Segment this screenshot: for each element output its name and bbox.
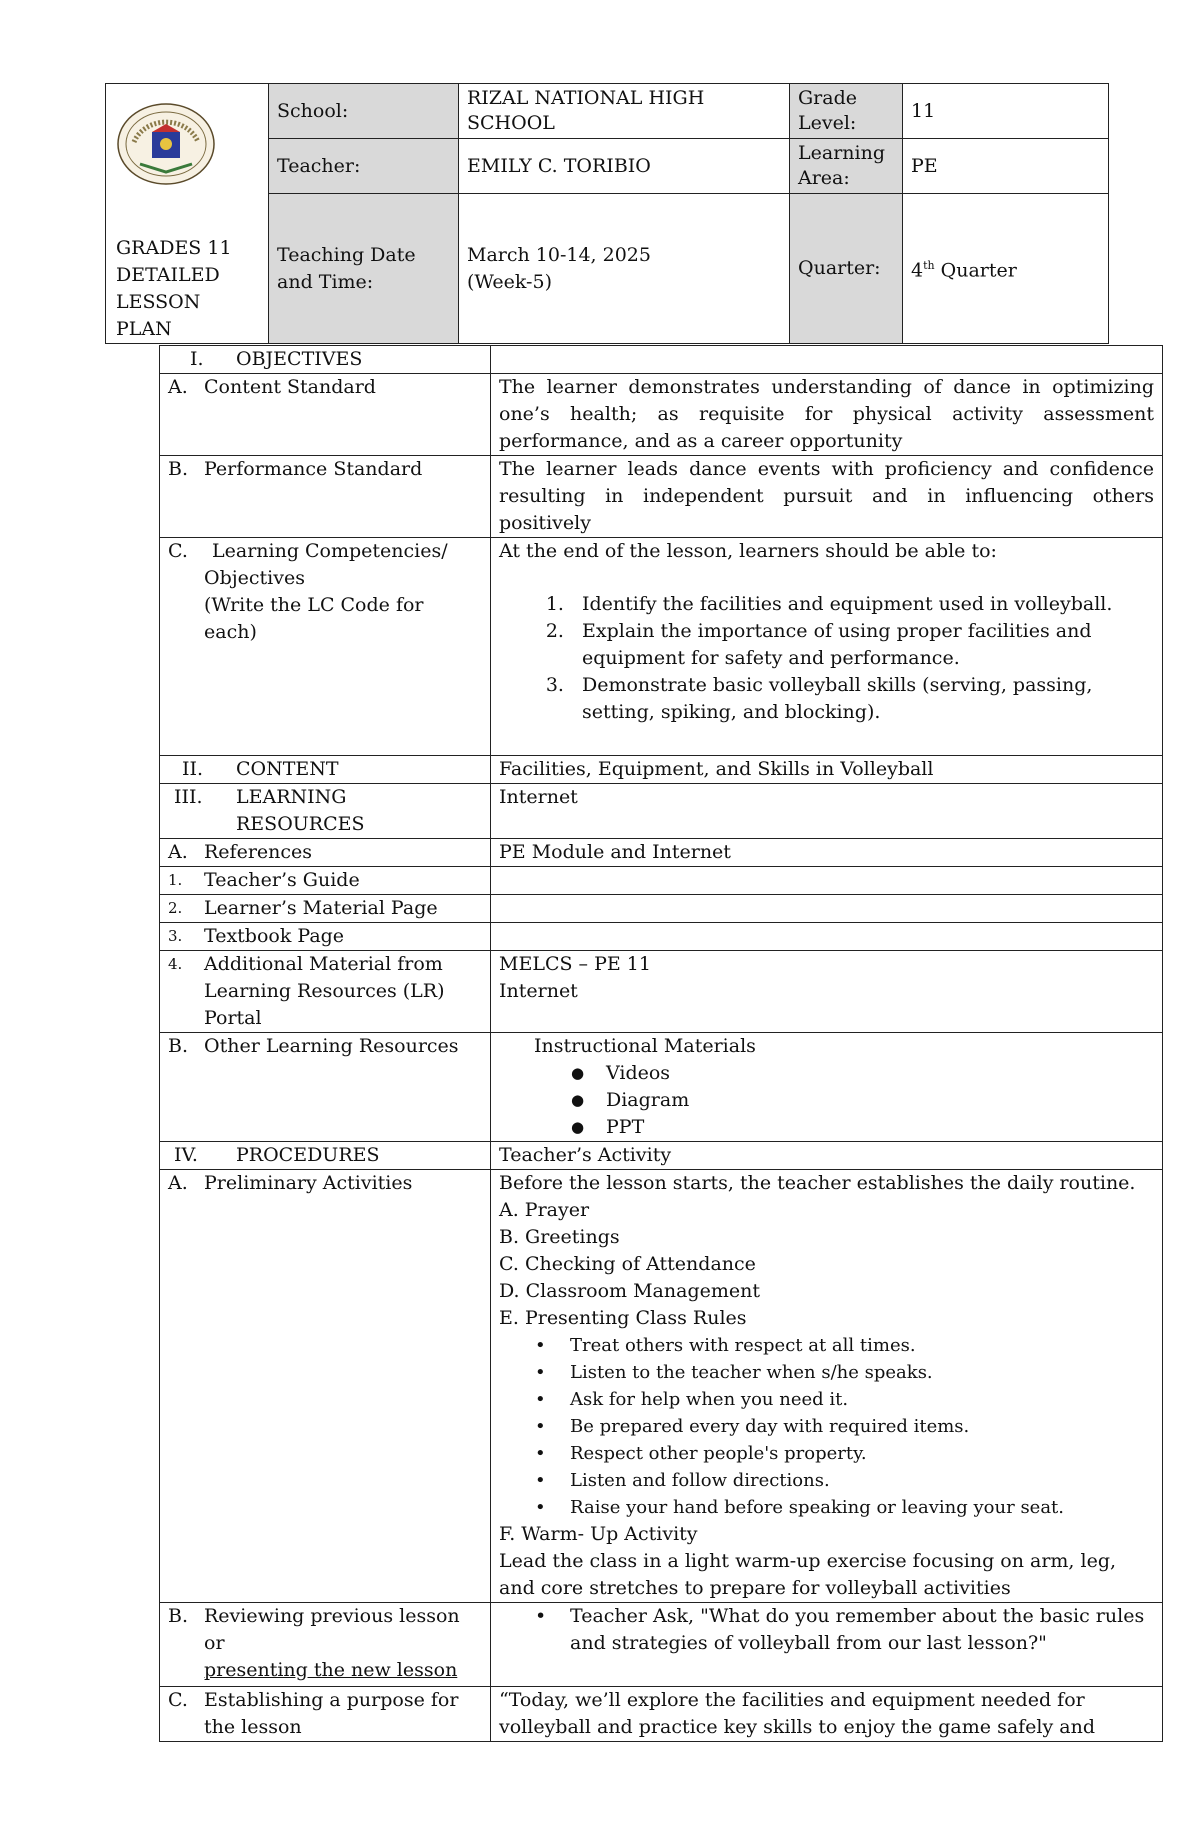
competency-item: 2. Explain the importance of using proper facilities and equipment for safety and performance.	[570, 618, 1154, 672]
procedures-heading: PROCEDURES	[236, 1144, 380, 1166]
performance-standard-label: Performance Standard	[204, 458, 423, 480]
review-letter: B.	[168, 1605, 189, 1627]
review-item: • Teacher Ask, "What do you remember about the basic rules and strategies of volleyball from our last lesson?"	[570, 1603, 1154, 1657]
review-label-1: Reviewing previous lesson or	[204, 1605, 460, 1654]
learners-material-num: 2.	[168, 899, 183, 917]
content-standard-letter: A.	[168, 376, 188, 398]
quarter-suffix: th	[923, 259, 935, 273]
additional-material-value-1: MELCS – PE 11	[499, 953, 651, 975]
area-label: Learning Area:	[790, 139, 903, 194]
teachers-guide-num: 1.	[168, 871, 183, 889]
school-value: RIZAL NATIONAL HIGH SCHOOL	[459, 84, 790, 139]
preliminary-label: Preliminary Activities	[204, 1172, 413, 1194]
preliminary-step: C. Checking of Attendance	[499, 1253, 756, 1275]
textbook-num: 3.	[168, 927, 183, 945]
class-rule-item: • Raise your hand before speaking or leaving your seat.	[570, 1494, 1154, 1521]
references-label: References	[204, 841, 313, 863]
teachers-guide-row	[160, 867, 1163, 895]
objectives-heading	[160, 346, 491, 374]
content-value: Facilities, Equipment, and Skills in Volleyball	[491, 756, 1163, 784]
references-value: PE Module and Internet	[491, 839, 1163, 867]
other-resource-item: ● PPT	[606, 1114, 1154, 1141]
header-table	[105, 83, 1109, 344]
content-heading: CONTENT	[236, 758, 339, 780]
warmup-text: Lead the class in a light warm-up exercise focusing on arm, leg, and core stretches to prepare for volleyball activities	[499, 1550, 1117, 1599]
preliminary-intro: Before the lesson starts, the teacher establishes the daily routine.	[499, 1172, 1136, 1194]
other-resources-list	[499, 1060, 1154, 1141]
other-resource-item: ● Diagram	[606, 1087, 1154, 1114]
competency-item: 3. Demonstrate basic volleyball skills (serving, passing, setting, spiking, and blocking).	[570, 672, 1154, 726]
class-rules-list	[499, 1332, 1154, 1521]
deped-seal-icon	[116, 102, 216, 186]
preliminary-step: D. Classroom Management	[499, 1280, 760, 1302]
procedures-heading-row	[160, 1142, 1163, 1170]
resources-num: III.	[174, 786, 203, 808]
other-resource-item: ● Videos	[606, 1060, 1154, 1087]
teachers-guide-value	[491, 867, 1163, 895]
performance-standard-letter: B.	[168, 458, 189, 480]
other-resources-label: Other Learning Resources	[204, 1035, 459, 1057]
resources-heading-row	[160, 784, 1163, 839]
preliminary-step: A. Prayer	[499, 1199, 590, 1221]
quarter-word: Quarter	[940, 259, 1017, 282]
competency-item: 1. Identify the facilities and equipment used in volleyball.	[570, 591, 1154, 618]
competencies-row	[160, 538, 1163, 756]
class-rule-item: • Listen and follow directions.	[570, 1467, 1154, 1494]
preliminary-step: E. Presenting Class Rules	[499, 1307, 747, 1329]
purpose-text: “Today, we’ll explore the facilities and equipment needed for volleyball and practice key skills to enjoy the game safely and	[491, 1687, 1163, 1742]
competencies-label-3: (Write the LC Code for each)	[204, 594, 424, 643]
references-letter: A.	[168, 841, 188, 863]
textbook-label: Textbook Page	[204, 925, 345, 947]
content-row	[160, 756, 1163, 784]
teacher-label: Teacher:	[269, 139, 459, 194]
date-label: Teaching Date and Time:	[269, 194, 459, 344]
objectives-num: I.	[190, 348, 204, 370]
date-value	[459, 194, 790, 344]
performance-standard-text: The learner leads dance events with proficiency and confidence resulting in independent pursuit and in influencing others positively	[491, 456, 1163, 538]
warmup-title: F. Warm- Up Activity	[499, 1523, 698, 1545]
competencies-label-1: Learning Competencies/	[212, 540, 448, 562]
purpose-row	[160, 1687, 1163, 1742]
class-rule-item: • Be prepared every day with required items.	[570, 1413, 1154, 1440]
grade-value: 11	[903, 84, 1109, 139]
competencies-intro: At the end of the lesson, learners should be able to:	[499, 540, 997, 562]
resources-heading-value: Internet	[491, 784, 1163, 839]
procedures-heading-value: Teacher’s Activity	[491, 1142, 1163, 1170]
date-value-line-2: (Week-5)	[467, 270, 552, 293]
class-rule-item: • Treat others with respect at all times.	[570, 1332, 1154, 1359]
learners-material-value	[491, 895, 1163, 923]
preliminary-letter: A.	[168, 1172, 188, 1194]
logo-cell	[106, 84, 269, 344]
class-rule-item: • Respect other people's property.	[570, 1440, 1154, 1467]
objectives-heading-empty	[491, 346, 1163, 374]
preliminary-row	[160, 1170, 1163, 1603]
grade-label: Grade Level:	[790, 84, 903, 139]
teachers-guide-label: Teacher’s Guide	[204, 869, 360, 891]
references-row	[160, 839, 1163, 867]
procedures-num: IV.	[174, 1144, 198, 1166]
area-value: PE	[903, 139, 1109, 194]
lesson-plan-table	[159, 345, 1163, 1742]
resources-heading: LEARNING RESOURCES	[236, 786, 365, 835]
review-row	[160, 1603, 1163, 1687]
additional-material-num: 4.	[168, 955, 183, 973]
textbook-value	[491, 923, 1163, 951]
quarter-value	[903, 194, 1109, 344]
quarter-number: 4	[911, 259, 924, 282]
purpose-label: Establishing a purpose for the lesson	[204, 1689, 459, 1738]
performance-standard-row	[160, 456, 1163, 538]
content-standard-text: The learner demonstrates understanding of dance in optimizing one’s health; as requisite for physical activity assessment performance, and as a career opportunity	[491, 374, 1163, 456]
objectives-title: OBJECTIVES	[236, 348, 363, 370]
class-rule-item: • Listen to the teacher when s/he speaks.	[570, 1359, 1154, 1386]
quarter-label: Quarter:	[790, 194, 903, 344]
objectives-heading-row	[160, 346, 1163, 374]
preliminary-step: B. Greetings	[499, 1226, 620, 1248]
document-title: GRADES 11 DETAILED LESSON PLAN	[116, 237, 232, 340]
other-resources-letter: B.	[168, 1035, 189, 1057]
content-standard-label: Content Standard	[204, 376, 376, 398]
learners-material-row	[160, 895, 1163, 923]
competencies-list	[499, 591, 1154, 726]
competencies-label-2: Objectives	[204, 567, 305, 589]
class-rule-item: • Ask for help when you need it.	[570, 1386, 1154, 1413]
other-resources-value: Instructional Materials	[534, 1035, 756, 1057]
teacher-value: EMILY C. TORIBIO	[459, 139, 790, 194]
additional-material-row	[160, 951, 1163, 1033]
content-standard-row	[160, 374, 1163, 456]
other-resources-row	[160, 1033, 1163, 1142]
competencies-letter: C.	[168, 540, 188, 562]
date-value-line-1: March 10-14, 2025	[467, 243, 651, 266]
additional-material-label: Additional Material from Learning Resources (LR) Portal	[204, 953, 445, 1029]
school-label: School:	[269, 84, 459, 139]
review-label-2: presenting the new lesson	[204, 1659, 458, 1681]
learners-material-label: Learner’s Material Page	[204, 897, 438, 919]
review-list	[499, 1603, 1154, 1657]
additional-material-value-2: Internet	[499, 980, 578, 1002]
purpose-letter: C.	[168, 1689, 188, 1711]
textbook-row	[160, 923, 1163, 951]
content-num: II.	[182, 758, 204, 780]
